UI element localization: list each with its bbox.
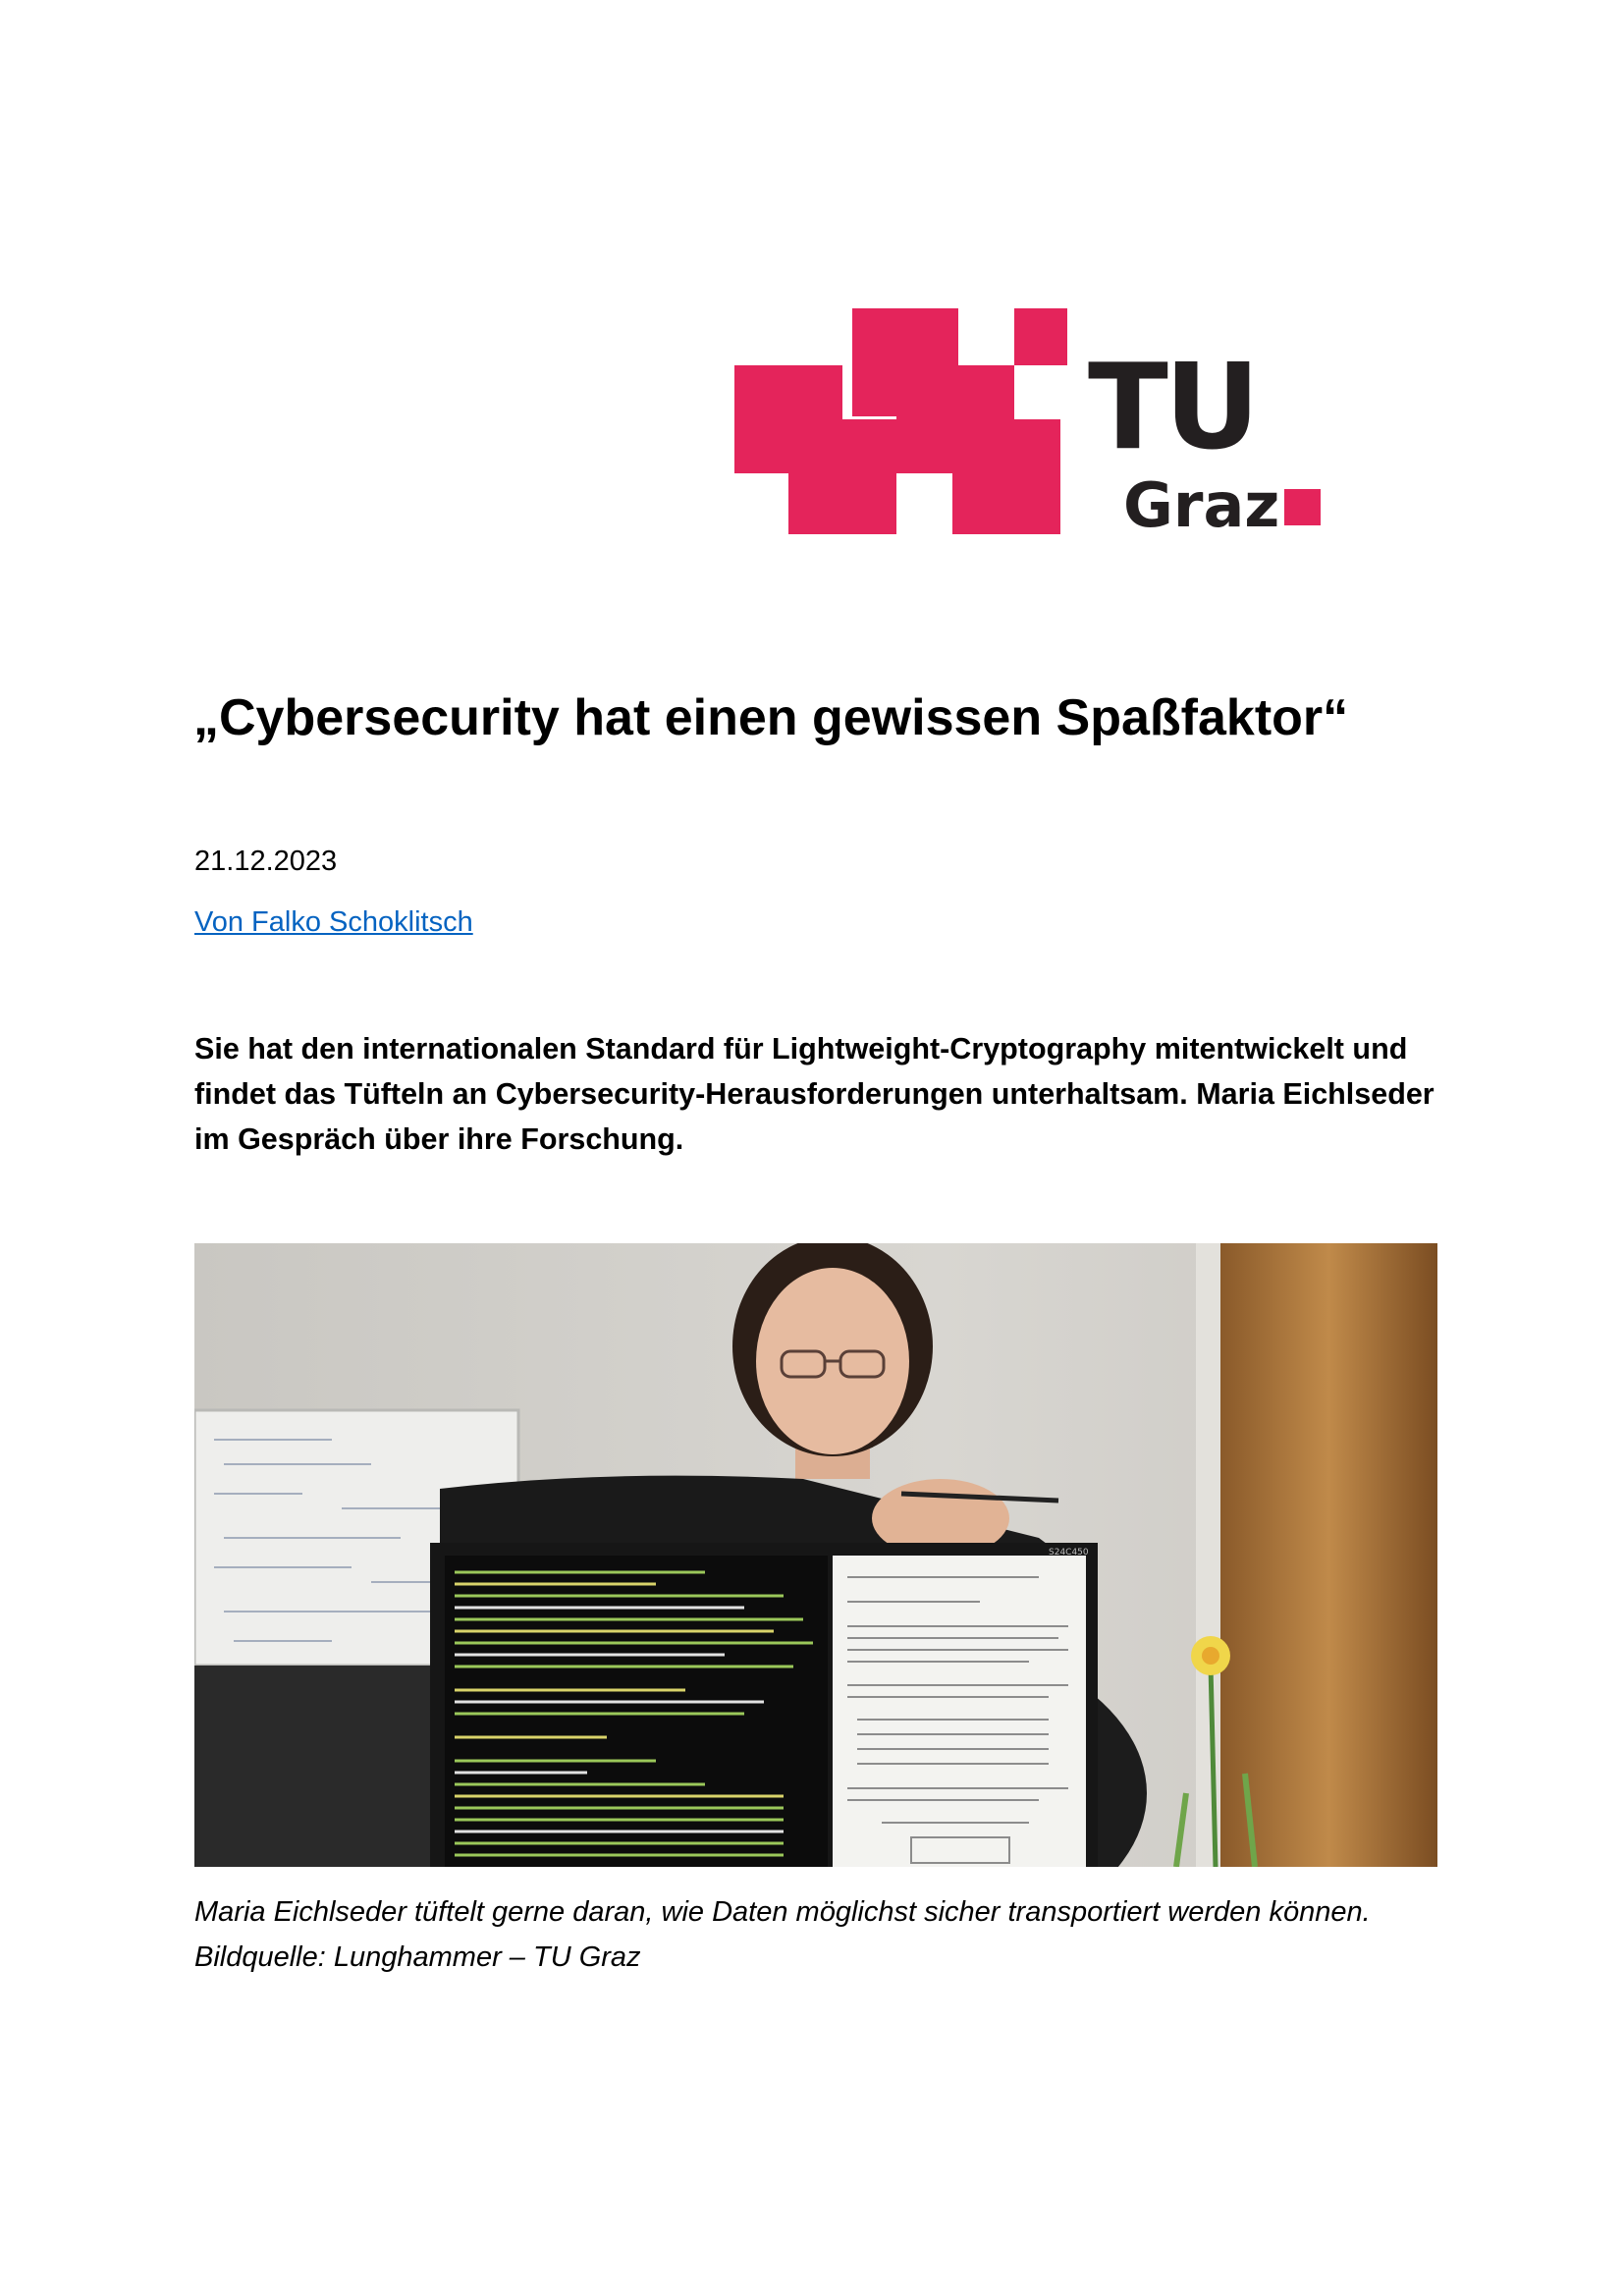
article-photo bbox=[194, 1243, 1437, 1867]
monitor-brand-label: S24C450 bbox=[1049, 1548, 1089, 1558]
article-lead: Sie hat den internationalen Standard für Lightweight-Cryptography mitentwickelt und findet das Tüfteln an Cybersecurity-Herausforderungen unterhaltsam. Maria Eichlseder im Gespräch über ihre Forschung. bbox=[194, 1032, 1435, 1156]
photo-dark-cabinet bbox=[194, 1666, 430, 1867]
photo-credit: Bildquelle: Lunghammer – TU Graz bbox=[194, 1941, 641, 1973]
tu-graz-logo bbox=[734, 308, 1327, 541]
photo-door-frame bbox=[1196, 1243, 1220, 1867]
logo-text-graz: Graz bbox=[1123, 469, 1280, 541]
caption-text: Maria Eichlseder tüftelt gerne daran, wie Daten möglichst sicher transportiert werden können. bbox=[194, 1896, 1371, 1928]
author-link[interactable]: Von Falko Schoklitsch bbox=[194, 906, 473, 938]
publish-date: 21.12.2023 bbox=[194, 846, 338, 877]
photo-caption bbox=[194, 1889, 1471, 1980]
tu-graz-logo-mark bbox=[734, 308, 1088, 534]
logo-text-tu: TU bbox=[1088, 340, 1257, 476]
article-title: „Cybersecurity hat einen gewissen Spaßfaktor“ bbox=[193, 689, 1349, 746]
logo-accent-square bbox=[1284, 489, 1321, 525]
photo-illustration bbox=[194, 1243, 1437, 1867]
photo-wood-door bbox=[1220, 1243, 1437, 1867]
